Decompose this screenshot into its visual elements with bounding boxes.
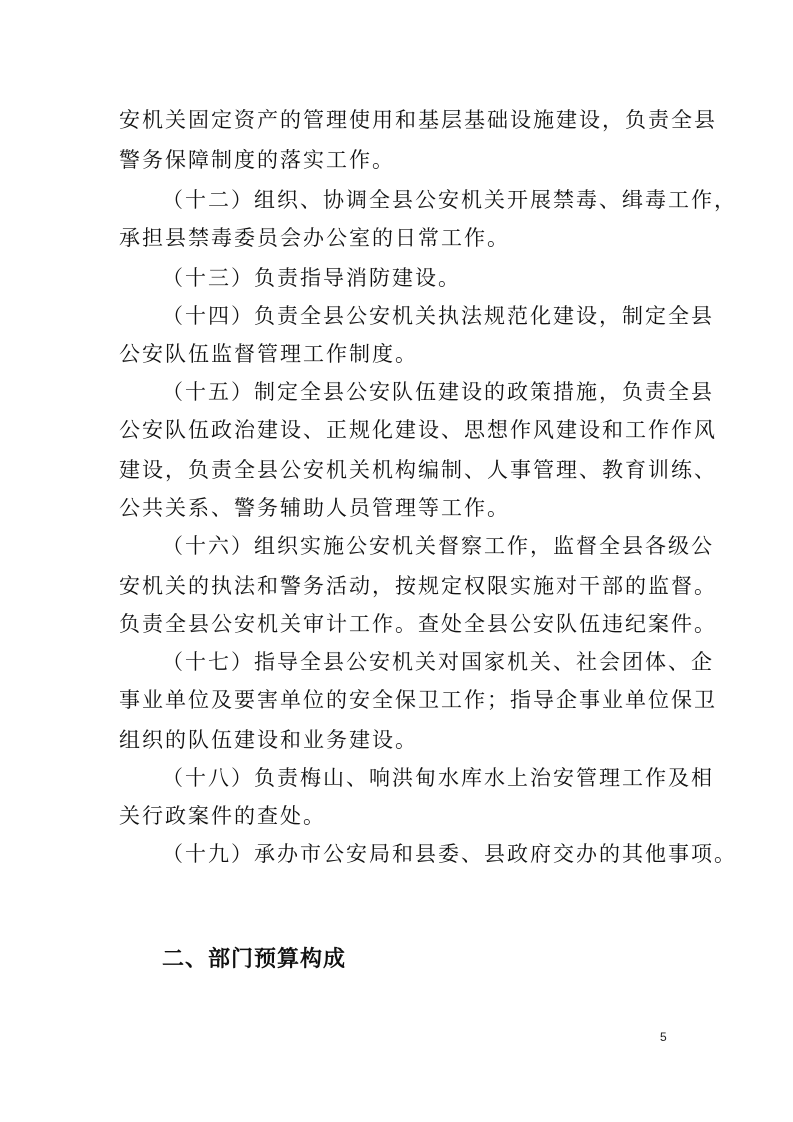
body-line: （十二）组织、协调全县公安机关开展禁毒、缉毒工作， [162, 188, 737, 212]
section-heading: 二、部门预算构成 [162, 947, 347, 972]
body-line: （十七）指导全县公安机关对国家机关、社会团体、企 [162, 650, 714, 674]
body-line: （十四）负责全县公安机关执法规范化建设，制定全县 [162, 304, 714, 328]
body-line: （十八）负责梅山、响洪甸水库水上治安管理工作及相 [162, 766, 714, 790]
body-line: 安机关的执法和警务活动，按规定权限实施对干部的监督。 [119, 574, 717, 598]
body-line: 事业单位及要害单位的安全保卫工作；指导企事业单位保卫 [119, 688, 717, 712]
page-number: 5 [660, 1030, 667, 1044]
body-line: （十三）负责指导消防建设。 [162, 266, 461, 290]
body-line: 公安队伍监督管理工作制度。 [119, 342, 418, 366]
body-line: （十六）组织实施公安机关督察工作，监督全县各级公 [162, 534, 714, 558]
body-line: （十五）制定全县公安队伍建设的政策措施，负责全县 [162, 380, 714, 404]
body-line: 关行政案件的查处。 [119, 804, 326, 828]
body-line: 组织的队伍建设和业务建设。 [119, 728, 418, 752]
body-line: 负责全县公安机关审计工作。查处全县公安队伍违纪案件。 [119, 612, 717, 636]
body-line: 建设，负责全县公安机关机构编制、人事管理、教育训练、 [119, 458, 717, 482]
body-line: （十九）承办市公安局和县委、县政府交办的其他事项。 [162, 842, 737, 866]
body-line: 公安队伍政治建设、正规化建设、思想作风建设和工作作风 [119, 418, 717, 442]
body-line: 公共关系、警务辅助人员管理等工作。 [119, 496, 510, 520]
body-line: 安机关固定资产的管理使用和基层基础设施建设，负责全县 [119, 108, 717, 132]
body-line: 承担县禁毒委员会办公室的日常工作。 [119, 226, 510, 250]
body-line: 警务保障制度的落实工作。 [119, 148, 395, 172]
